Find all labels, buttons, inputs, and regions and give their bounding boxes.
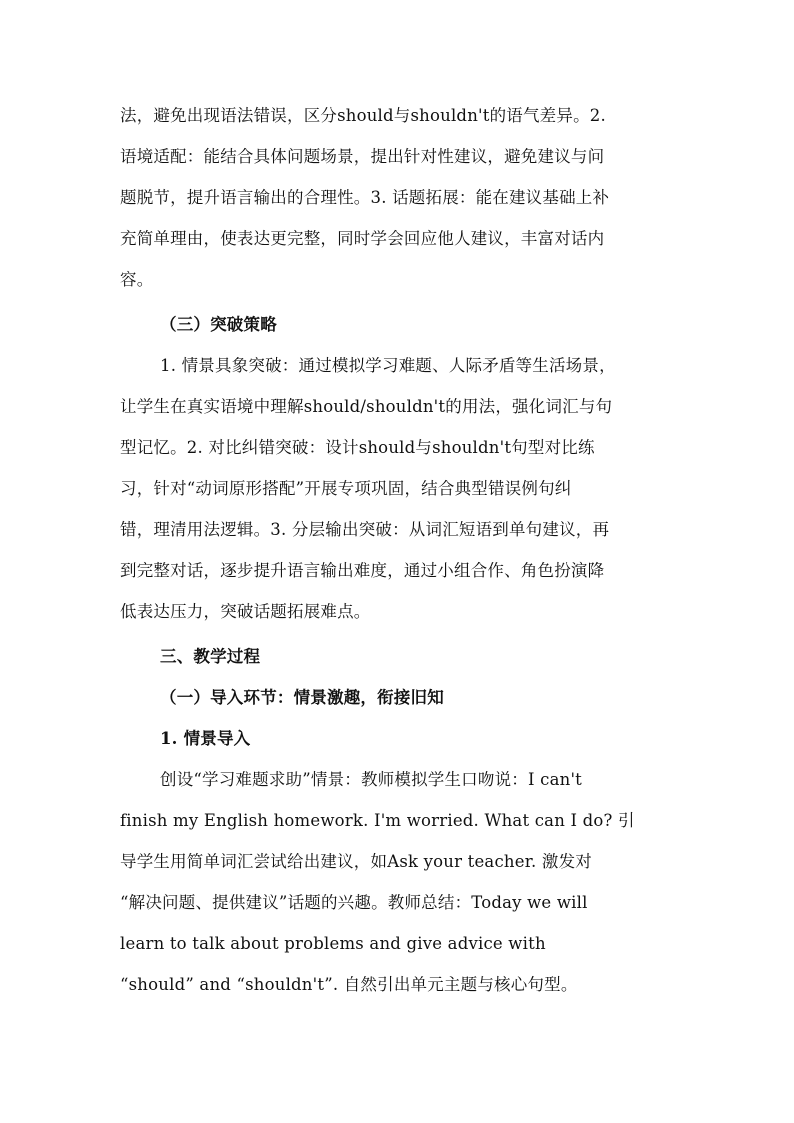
- paragraph-line: “解决问题、提供建议”话题的兴趣。教师总结：Today we will: [120, 893, 588, 912]
- paragraph-line: 语境适配：能结合具体问题场景，提出针对性建议，避免建议与问: [120, 147, 605, 166]
- paragraph-line: 低表达压力，突破话题拓展难点。: [120, 602, 371, 621]
- paragraph-line: 容。: [120, 270, 154, 289]
- paragraph-line: 型记忆。2. 对比纠错突破：设计should与shouldn't句型对比练: [120, 438, 595, 457]
- paragraph-line: 充简单理由，使表达更完整，同时学会回应他人建议，丰富对话内: [120, 229, 605, 248]
- paragraph-line: finish my English homework. I'm worried. What can I do? 引: [120, 811, 635, 830]
- section-heading-scene: 1. 情景导入: [160, 729, 251, 748]
- paragraph-line: 到完整对话，逐步提升语言输出难度，通过小组合作、角色扮演降: [120, 561, 605, 580]
- paragraph-line: 错，理清用法逻辑。3. 分层输出突破：从词汇短语到单句建议，再: [120, 520, 610, 539]
- paragraph-line: 1. 情景具象突破：通过模拟学习难题、人际矛盾等生活场景，: [160, 356, 616, 375]
- paragraph-line: 让学生在真实语境中理解should/shouldn't的用法，强化词汇与句: [120, 397, 613, 416]
- paragraph-line: “should” and “shouldn't”. 自然引出单元主题与核心句型。: [120, 975, 578, 994]
- section-heading-intro: （一）导入环节：情景激趣，衔接旧知: [160, 688, 444, 707]
- paragraph-line: 导学生用简单词汇尝试给出建议，如Ask your teacher. 激发对: [120, 852, 592, 871]
- paragraph-line: 创设“学习难题求助”情景：教师模拟学生口吻说：I can't: [160, 770, 583, 789]
- paragraph-line: 题脱节，提升语言输出的合理性。3. 话题拓展：能在建议基础上补: [120, 188, 610, 207]
- paragraph-line: learn to talk about problems and give advice with: [120, 934, 546, 953]
- paragraph-line: 习，针对“动词原形搭配”开展专项巩固，结合典型错误例句纠: [120, 479, 572, 498]
- section-heading-strategy: （三）突破策略: [160, 315, 277, 334]
- section-heading-process: 三、教学过程: [160, 647, 261, 666]
- paragraph-line: 法，避免出现语法错误，区分should与shouldn't的语气差异。2.: [120, 106, 606, 125]
